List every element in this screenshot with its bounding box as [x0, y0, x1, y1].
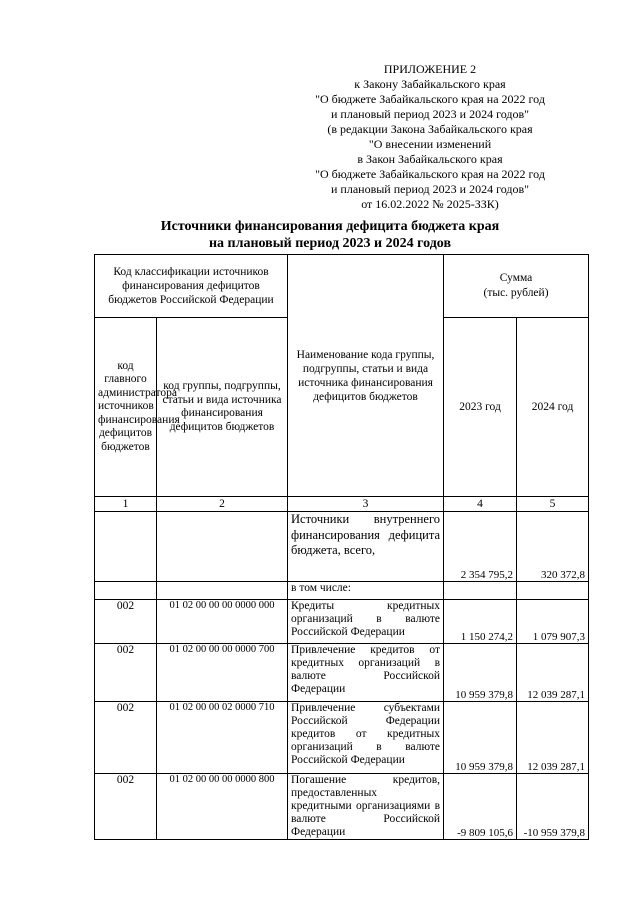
row-value-2024: 1 079 907,3 [517, 600, 589, 644]
table-row [95, 600, 589, 644]
row-name: Кредиты кредитных организаций в валюте Российской Федерации [288, 600, 444, 644]
appendix-line: в Закон Забайкальского края [357, 152, 503, 166]
appendix-line: от 16.02.2022 № 2025-ЗЗК) [361, 197, 499, 211]
row-name: Погашение кредитов, предоставленных кредитными организациями в валюте Российской Федерации [288, 774, 444, 840]
header-row-1 [95, 255, 589, 318]
header-admin-code: код главного администратора источников финансирования дефицитов бюджетов [95, 318, 157, 497]
row-value-2024: 320 372,8 [517, 512, 589, 582]
row-value-2024 [517, 582, 589, 600]
row-name: в том числе: [288, 582, 444, 600]
appendix-line: ПРИЛОЖЕНИЕ 2 [383, 62, 477, 76]
row-value-2024: -10 959 379,8 [517, 774, 589, 840]
row-name: Привлечение кредитов от кредитных организаций в валюте Российской Федерации [288, 644, 444, 702]
column-number: 1 [95, 497, 157, 512]
table-row [95, 644, 589, 702]
row-admin-code [95, 512, 157, 582]
header-year-2023: 2023 год [444, 318, 517, 497]
column-number: 4 [444, 497, 517, 512]
header-sum [444, 255, 589, 318]
row-value-2023: -9 809 105,6 [444, 774, 517, 840]
row-admin-code: 002 [95, 702, 157, 774]
column-number: 2 [157, 497, 288, 512]
appendix-header [300, 62, 560, 212]
document-title [100, 218, 560, 252]
row-value-2024: 12 039 287,1 [517, 644, 589, 702]
row-value-2023: 10 959 379,8 [444, 702, 517, 774]
appendix-line: "О бюджете Забайкальского края на 2022 год [315, 92, 545, 106]
appendix-line: и плановый период 2023 и 2024 годов" [330, 107, 530, 121]
appendix-line: к Закону Забайкальского края [354, 77, 506, 91]
table-row [95, 702, 589, 774]
header-group-code: код группы, подгруппы, статьи и вида источника финансирования дефицитов бюджетов [157, 318, 288, 497]
row-value-2023 [444, 582, 517, 600]
row-name: Привлечение субъектами Российской Федерации кредитов от кредитных организаций в валюте Российской Федерации [288, 702, 444, 774]
row-value-2023: 1 150 274,2 [444, 600, 517, 644]
row-value-2024: 12 039 287,1 [517, 702, 589, 774]
header-sum-unit: (тыс. рублей) [483, 287, 549, 299]
table-row [95, 774, 589, 840]
row-group-code [157, 512, 288, 582]
row-admin-code: 002 [95, 644, 157, 702]
row-admin-code: 002 [95, 600, 157, 644]
row-value-2023: 10 959 379,8 [444, 644, 517, 702]
appendix-line: "О бюджете Забайкальского края на 2022 год [315, 167, 545, 181]
appendix-line: "О внесении изменений [368, 137, 492, 151]
row-group-code: 01 02 00 00 00 0000 000 [157, 600, 288, 644]
table-row [95, 512, 589, 582]
header-year-2024: 2024 год [517, 318, 589, 497]
row-group-code: 01 02 00 00 00 0000 800 [157, 774, 288, 840]
table-row [95, 582, 589, 600]
row-group-code: 01 02 00 00 00 0000 700 [157, 644, 288, 702]
title-line-1: Источники финансирования дефицита бюджета края [160, 219, 500, 234]
row-name: Источники внутреннего финансирования дефицита бюджета, всего, [288, 512, 444, 582]
header-sum-label: Сумма [499, 272, 533, 284]
row-admin-code [95, 582, 157, 600]
title-line-2: на плановый период 2023 и 2024 годов [208, 236, 452, 251]
row-group-code [157, 582, 288, 600]
column-numbers-row [95, 497, 589, 512]
appendix-line: (в редакции Закона Забайкальского края [327, 122, 533, 136]
header-code-group: Код классификации источников финансирования дефицитов бюджетов Российской Федерации [95, 255, 288, 318]
row-admin-code: 002 [95, 774, 157, 840]
header-name: Наименование кода группы, подгруппы, статьи и вида источника финансирования дефицитов бюджетов [288, 255, 444, 497]
financing-table [94, 254, 589, 840]
appendix-line: и плановый период 2023 и 2024 годов" [330, 182, 530, 196]
column-number: 3 [288, 497, 444, 512]
row-group-code: 01 02 00 00 02 0000 710 [157, 702, 288, 774]
row-value-2023: 2 354 795,2 [444, 512, 517, 582]
column-number: 5 [517, 497, 589, 512]
